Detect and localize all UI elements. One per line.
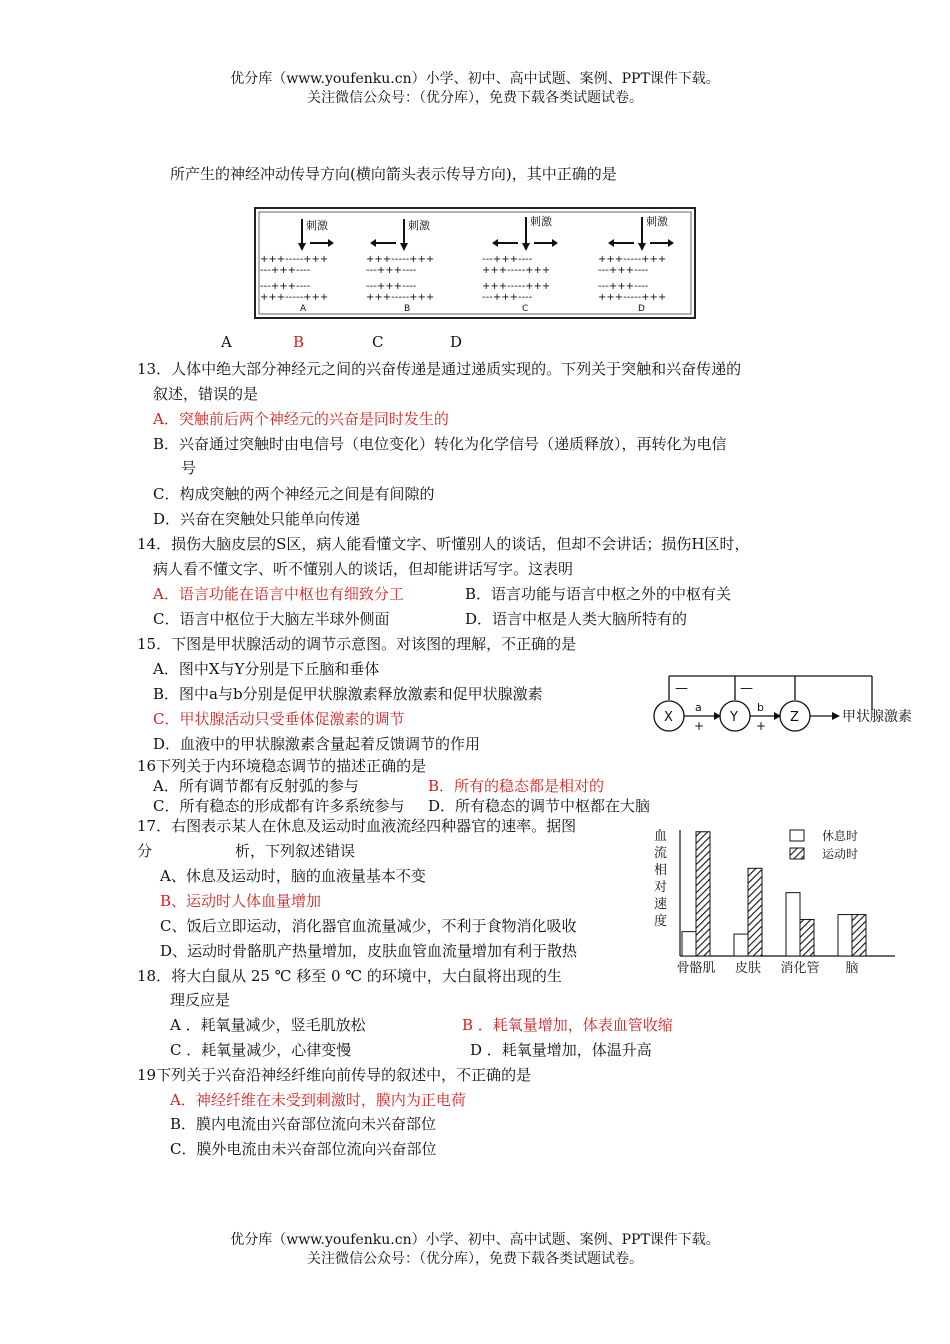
q18-option-c: C ．耗氧量减少，心律变慢 bbox=[170, 1041, 352, 1059]
q19-option-a: A．神经纤维在未受到刺激时，膜内为正电荷 bbox=[170, 1091, 466, 1109]
legend-label: 运动时 bbox=[822, 847, 859, 861]
nerve-impulse-figure bbox=[254, 207, 696, 319]
q18-option-b: B ．耗氧量增加，体表血管收缩 bbox=[462, 1016, 673, 1034]
hormone-b-label: b bbox=[757, 701, 764, 714]
bar-exercise bbox=[852, 915, 866, 956]
q17-option-a: A、休息及运动时，脑的血液量基本不变 bbox=[160, 867, 426, 885]
x-tick-label: 脑 bbox=[845, 961, 859, 976]
q12-option-b: B bbox=[293, 333, 305, 351]
bar-rest bbox=[734, 934, 748, 956]
q15-option-b: B．图中a与b分别是促甲状腺激素释放激素和促甲状腺激素 bbox=[153, 685, 543, 703]
q12-stem: 所产生的神经冲动传导方向(横向箭头表示传导方向)，其中正确的是 bbox=[170, 165, 617, 183]
q19-stem: 19下列关于兴奋沿神经纤维向前传导的叙述中，不正确的是 bbox=[137, 1066, 532, 1084]
bar-exercise bbox=[748, 868, 762, 956]
q17-option-b: B、运动时人体血量增加 bbox=[160, 892, 322, 910]
page-header-line2: 关注微信公众号：（优分库），免费下载各类试题试卷。 bbox=[307, 90, 643, 106]
y-axis-label-char: 相 bbox=[654, 863, 668, 878]
y-axis-label-char: 流 bbox=[654, 846, 668, 861]
stimulus-label: 刺激 bbox=[530, 215, 552, 228]
charge-row: +++-----+++ bbox=[366, 254, 435, 265]
bar-rest bbox=[838, 915, 852, 956]
y-axis-label-char: 度 bbox=[654, 914, 668, 929]
panel-label: C bbox=[522, 304, 529, 314]
q15-option-d: D．血液中的甲状腺激素含量起着反馈调节的作用 bbox=[153, 735, 481, 753]
y-axis-label-char: 速 bbox=[654, 897, 668, 912]
inhibit-mark: — bbox=[740, 681, 753, 696]
q16-option-c: C．所有稳态的形成都有许多系统参与 bbox=[153, 797, 405, 815]
charge-row: ---+++---- bbox=[260, 281, 311, 292]
q16-option-a: A．所有调节都有反射弧的参与 bbox=[153, 777, 359, 795]
promote-mark: + bbox=[694, 719, 705, 733]
q13-option-a: A．突触前后两个神经元的兴奋是同时发生的 bbox=[153, 410, 449, 428]
node-y: Y bbox=[730, 710, 738, 725]
q13-option-b: B．兴奋通过突触时由电信号（电位变化）转化为化学信号（递质释放），再转化为电信 bbox=[153, 435, 727, 453]
q15-option-c: C．甲状腺活动只受垂体促激素的调节 bbox=[153, 710, 405, 728]
x-tick-label: 骨骼肌 bbox=[676, 961, 716, 976]
thyroid-hormone-label: 甲状腺激素 bbox=[842, 709, 912, 725]
q13-stem: 13．人体中绝大部分神经元之间的兴奋传递是通过递质实现的。下列关于突触和兴奋传递的 bbox=[137, 360, 742, 378]
charge-row: ---+++---- bbox=[482, 292, 533, 303]
charge-row: ---+++---- bbox=[598, 281, 649, 292]
hormone-a-label: a bbox=[695, 701, 702, 714]
x-tick-label: 皮肤 bbox=[734, 961, 762, 976]
page-header-line1: 优分库（www.youfenku.cn）小学、初中、高中试题、案例、PPT课件下载。 bbox=[230, 71, 720, 87]
charge-row: +++-----+++ bbox=[482, 281, 551, 292]
q14-stem: 14．损伤大脑皮层的S区，病人能看懂文字、听懂别人的谈话，但却不会讲话；损伤H区时， bbox=[137, 535, 750, 553]
panel-label: A bbox=[300, 304, 307, 314]
charge-row: +++-----+++ bbox=[260, 292, 329, 303]
q17-stem: 17．右图表示某人在休息及运动时血液流经四种器官的速率。据图 bbox=[137, 817, 577, 835]
node-x: X bbox=[664, 710, 673, 725]
q16-option-d: D．所有稳态的调节中枢都在大脑 bbox=[428, 797, 651, 815]
stimulus-label: 刺激 bbox=[646, 215, 668, 228]
bar-exercise bbox=[800, 919, 814, 956]
bar-exercise bbox=[696, 832, 710, 956]
legend-swatch bbox=[790, 830, 804, 841]
page-footer-line1: 优分库（www.youfenku.cn）小学、初中、高中试题、案例、PPT课件下载。 bbox=[230, 1232, 720, 1248]
legend-swatch bbox=[790, 848, 804, 859]
page-footer-line2: 关注微信公众号：（优分库），免费下载各类试题试卷。 bbox=[307, 1251, 643, 1267]
inhibit-mark: — bbox=[675, 681, 688, 696]
q17-stem-cont-a: 分 bbox=[137, 842, 153, 860]
stimulus-label: 刺激 bbox=[408, 219, 430, 232]
q19-option-b: B．膜内电流由兴奋部位流向未兴奋部位 bbox=[170, 1115, 437, 1133]
q14-option-b: B．语言功能与语言中枢之外的中枢有关 bbox=[465, 585, 732, 603]
bar-rest bbox=[682, 932, 696, 956]
charge-row: +++-----+++ bbox=[260, 254, 329, 265]
stimulus-label: 刺激 bbox=[306, 219, 328, 232]
charge-row: ---+++---- bbox=[260, 265, 311, 276]
q16-option-b: B．所有的稳态都是相对的 bbox=[428, 777, 605, 795]
charge-row: ---+++---- bbox=[366, 281, 417, 292]
q18-stem: 18．将大白鼠从 25 ℃ 移至 0 ℃ 的环境中，大白鼠将出现的生 bbox=[137, 967, 562, 985]
q12-option-d: D bbox=[450, 333, 463, 351]
promote-mark: + bbox=[756, 719, 767, 733]
q15-stem: 15．下图是甲状腺活动的调节示意图。对该图的理解，不正确的是 bbox=[137, 635, 577, 653]
q18-option-d: D ．耗氧量增加，体温升高 bbox=[470, 1041, 652, 1059]
q14-option-c: C．语言中枢位于大脑左半球外侧面 bbox=[153, 610, 390, 628]
bar-rest bbox=[786, 893, 800, 956]
q13-option-d: D．兴奋在突触处只能单向传递 bbox=[153, 510, 361, 528]
charge-row: +++-----+++ bbox=[482, 265, 551, 276]
charge-row: +++-----+++ bbox=[366, 292, 435, 303]
panel-label: D bbox=[638, 304, 645, 314]
y-axis-label-char: 对 bbox=[654, 880, 668, 895]
charge-row: +++-----+++ bbox=[598, 292, 667, 303]
q15-option-a: A．图中X与Y分别是下丘脑和垂体 bbox=[153, 660, 380, 678]
q12-option-a: A bbox=[221, 333, 232, 351]
panel-label: B bbox=[404, 304, 411, 314]
q17-option-c: C、饭后立即运动，消化器官血流量减少，不利于食物消化吸收 bbox=[160, 917, 577, 935]
charge-row: ---+++---- bbox=[598, 265, 649, 276]
legend-label: 休息时 bbox=[822, 829, 859, 843]
y-axis-label-char: 血 bbox=[654, 829, 668, 844]
q13-option-b-cont: 号 bbox=[181, 459, 197, 477]
q13-stem-cont: 叙述，错误的是 bbox=[153, 385, 259, 403]
q18-option-a: A ．耗氧量减少，竖毛肌放松 bbox=[170, 1016, 366, 1034]
charge-row: ---+++---- bbox=[482, 254, 533, 265]
q14-option-d: D．语言中枢是人类大脑所特有的 bbox=[465, 610, 688, 628]
q16-stem: 16下列关于内环境稳态调节的描述正确的是 bbox=[137, 757, 427, 775]
q14-stem-cont: 病人看不懂文字、听不懂别人的谈话，但却能讲话写字。这表明 bbox=[153, 560, 574, 578]
charge-row: ---+++---- bbox=[366, 265, 417, 276]
q12-option-c: C bbox=[372, 333, 384, 351]
node-z: Z bbox=[790, 710, 799, 725]
thyroid-regulation-diagram bbox=[650, 666, 920, 738]
q13-option-c: C．构成突触的两个神经元之间是有间隙的 bbox=[153, 485, 435, 503]
q14-option-a: A．语言功能在语言中枢也有细致分工 bbox=[153, 585, 404, 603]
q17-stem-cont-b: 析，下列叙述错误 bbox=[235, 842, 356, 860]
charge-row: +++-----+++ bbox=[598, 254, 667, 265]
blood-flow-bar-chart bbox=[650, 818, 912, 978]
x-tick-label: 消化管 bbox=[780, 961, 820, 976]
q17-option-d: D、运动时骨骼肌产热量增加，皮肤血管血流量增加有利于散热 bbox=[160, 942, 578, 960]
q18-stem-cont: 理反应是 bbox=[170, 991, 231, 1009]
q19-option-c: C．膜外电流由未兴奋部位流向兴奋部位 bbox=[170, 1140, 437, 1158]
